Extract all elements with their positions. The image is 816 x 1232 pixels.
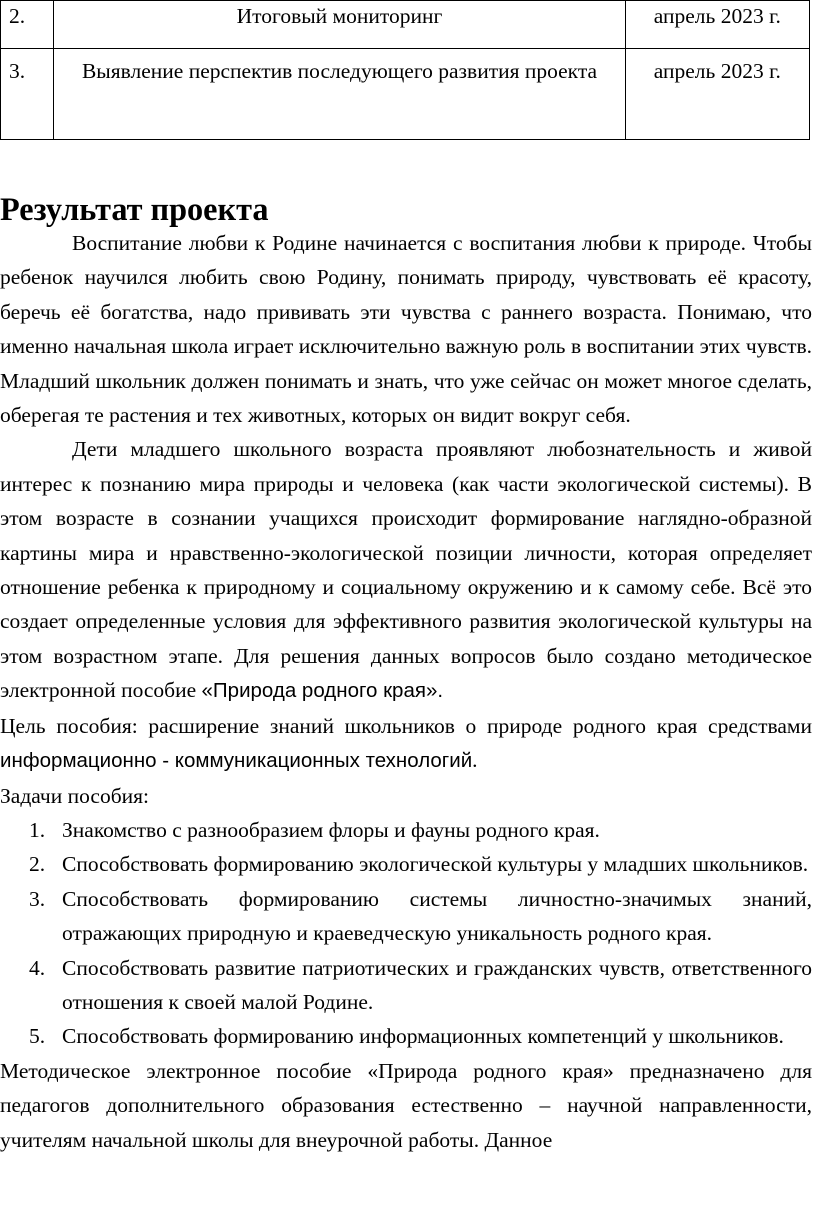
- paragraph-text: Дети младшего школьного возраста проявляют любознательность и живой интерес к познанию мира природы и человека (как части экологической системы). В этом возрасте в сознании учащихся происходит формирование наглядно-образной картины мира и нравственно-экологической позиции личности, которая определяет отношение ребенка к природному и социальному окружению и к самому себе. Всё это создает определенные условия для эффективного развития экологической культуры на этом возрастном этапе. Для решения данных вопросов было создано методическое электронной пособие: [0, 437, 812, 703]
- item-number: 1.: [29, 817, 46, 842]
- section-title: Результат проекта: [0, 191, 269, 227]
- item-text: Способствовать формированию информационных компетенций у школьников.: [62, 1024, 784, 1049]
- manual-title: «Природа родного края».: [201, 679, 444, 703]
- plan-table: [0, 0, 810, 140]
- row-number: 3.: [1, 49, 54, 140]
- table-row: [1, 49, 810, 140]
- item-number: 5.: [29, 1024, 46, 1049]
- row-task: Итоговый мониторинг: [54, 1, 625, 49]
- goal-paragraph: [0, 709, 812, 779]
- goal-end: .: [472, 748, 478, 773]
- closing-paragraph: Методическое электронное пособие «Природа родного края» предназначено для педагогов дополнительного образования естественно – научной направленности, учителям начальной школы для внеурочной работы. Данное: [0, 1058, 812, 1152]
- item-text: Способствовать развитие патриотических и гражданских чувств, ответственного отношения к своей малой Родине.: [62, 955, 812, 1014]
- list-item: [0, 882, 812, 951]
- item-number: 4.: [29, 955, 46, 980]
- item-text: Способствовать формированию экологической культуры у младших школьников.: [62, 852, 809, 877]
- item-text: Знакомство с разнообразием флоры и фауны родного края.: [62, 817, 600, 842]
- goal-technologies: информационно - коммуникационных технологий: [0, 749, 473, 773]
- row-date: апрель 2023 г.: [625, 1, 809, 49]
- list-item: [0, 847, 812, 881]
- item-number: 3.: [29, 886, 46, 911]
- goal-text: Цель пособия: расширение знаний школьников о природе родного края средствами: [0, 713, 812, 738]
- row-task: Выявление перспектив последующего развития проекта: [54, 49, 625, 140]
- item-number: 2.: [29, 852, 46, 877]
- list-item: [0, 951, 812, 1020]
- item-text: Способствовать формированию системы личностно-значимых знаний, отражающих природную и краеведческую уникальность родного края.: [62, 886, 812, 946]
- paragraph-children-curiosity: [0, 432, 812, 708]
- table-row: [1, 1, 810, 49]
- list-item: [0, 813, 812, 847]
- row-date: апрель 2023 г.: [625, 49, 809, 140]
- paragraph-love-for-homeland: Воспитание любви к Родине начинается с воспитания любви к природе. Чтобы ребенок научился любить свою Родину, понимать природу, чувствовать её красоту, беречь её богатства, надо прививать эти чувства с раннего возраста. Понимаю, что именно начальная школа играет исключительно важную роль в воспитании этих чувств. Младший школьник должен понимать и знать, что уже сейчас он может многое сделать, оберегая те растения и тех животных, которых он видит вокруг себя.: [0, 231, 812, 428]
- tasks-list: [0, 813, 812, 1054]
- list-item: [0, 1019, 812, 1053]
- document-body: [0, 192, 812, 1157]
- tasks-heading: Задачи пособия:: [0, 783, 150, 808]
- row-number: 2.: [1, 1, 54, 49]
